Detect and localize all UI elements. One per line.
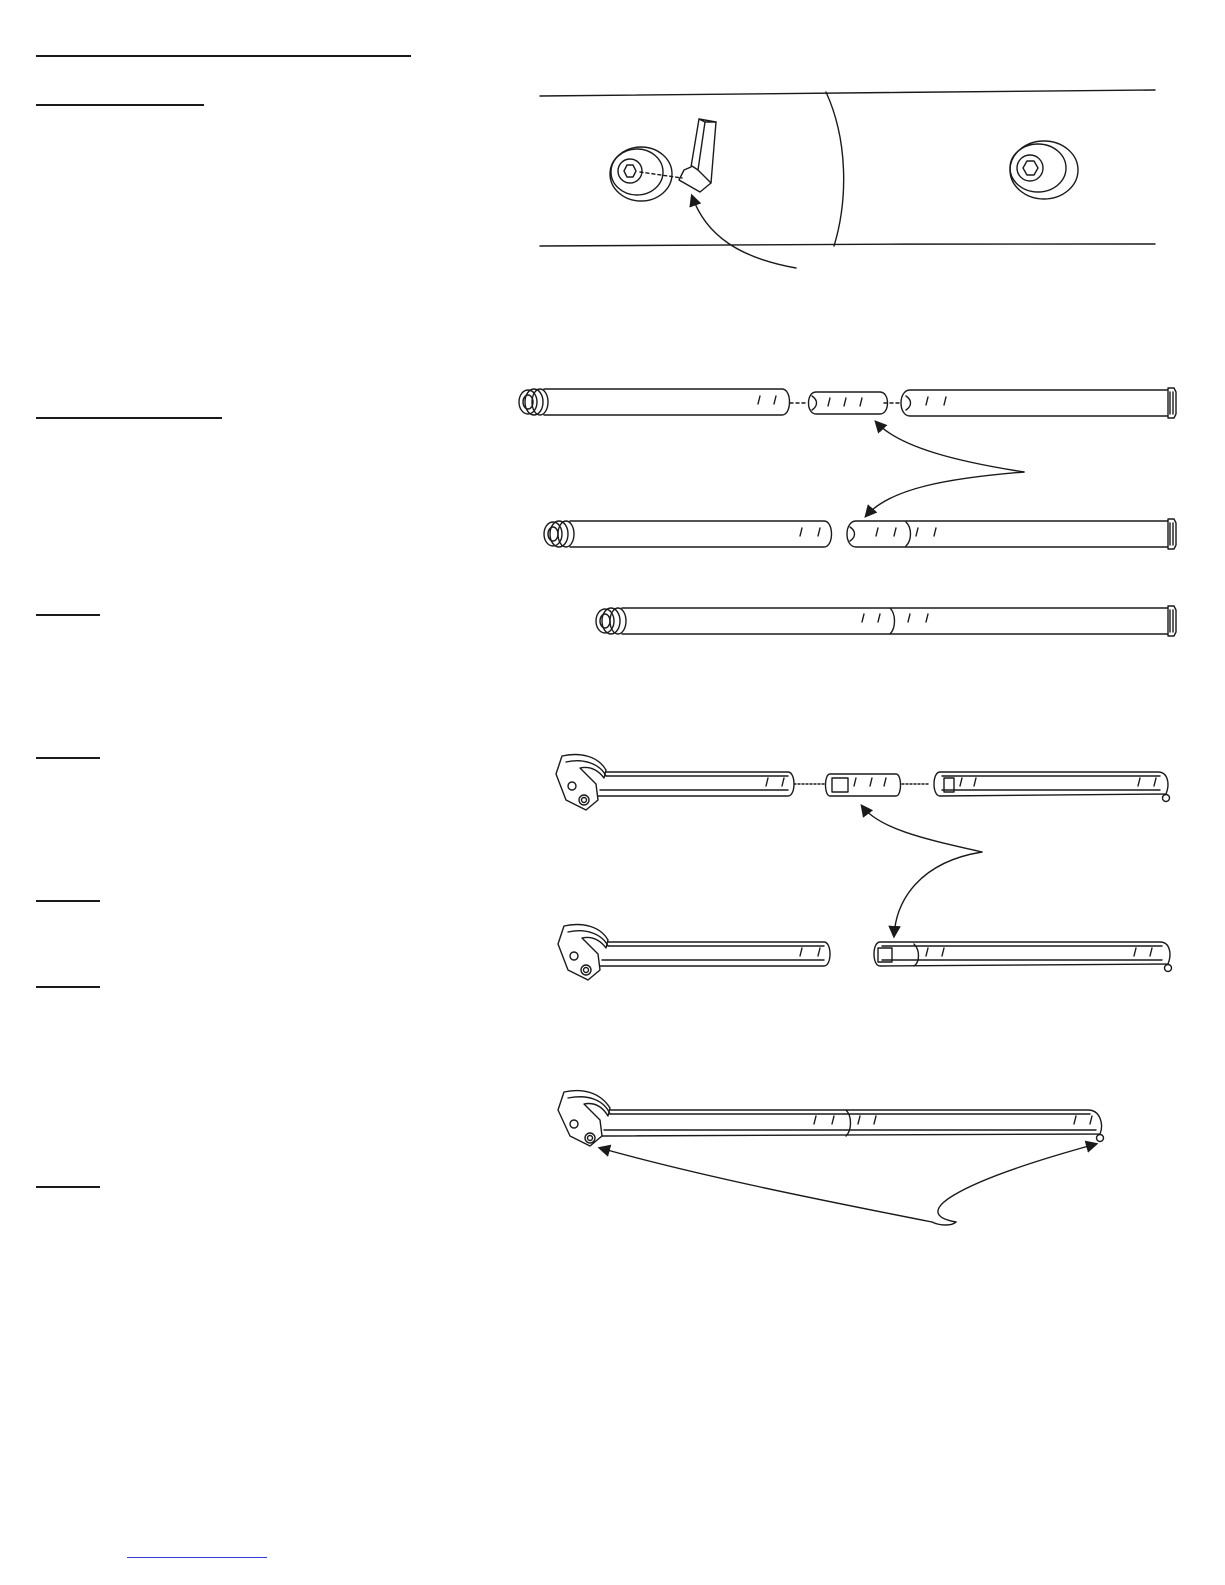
hex-key-set-screw-detail — [540, 90, 1155, 268]
pointer-arrow-end-eyelet — [938, 1144, 1096, 1222]
set-screw-left — [610, 147, 672, 201]
arm-elbow-bracket-1 — [556, 755, 606, 810]
pointer-arrow-arm-coupler-insert — [862, 806, 982, 852]
hex-key-icon — [679, 119, 716, 192]
hex-key-dashed-axis — [640, 172, 682, 178]
pole-end-knurl-2 — [1168, 519, 1176, 549]
pole-section-assembly-steps — [519, 388, 1176, 549]
arm-assembled-with-end-fittings — [558, 1091, 1104, 1225]
set-screw-right — [1010, 141, 1078, 199]
tube-top-edge — [540, 90, 1155, 96]
coupler-sleeve-1 — [809, 392, 888, 414]
pole-end-cap-left-1 — [519, 389, 548, 415]
pole-end-knurl-1 — [1168, 388, 1176, 418]
arm-end-eyelet-3 — [1097, 1135, 1104, 1142]
arm-section-assembly-steps — [556, 755, 1172, 980]
pointer-arrow-coupler-insert — [876, 422, 1024, 472]
arm-end-eyelet-2 — [1165, 965, 1172, 972]
pole-end-cap-left-2 — [544, 521, 574, 547]
pointer-arrow-elbow-fitting — [600, 1148, 932, 1222]
arm-elbow-bracket-2 — [558, 925, 608, 980]
tube-joint-line — [826, 92, 844, 246]
tube-bottom-edge — [540, 244, 1155, 246]
arm-elbow-bracket-3 — [558, 1091, 610, 1146]
pointer-arrow-arm-coupler-seated — [894, 852, 982, 936]
pole-assembled — [596, 606, 1176, 636]
arm-end-eyelet-1 — [1163, 795, 1170, 802]
pointer-arrow-coupler-seated — [866, 472, 1024, 516]
pointer-arrow-hex-key — [692, 196, 796, 268]
